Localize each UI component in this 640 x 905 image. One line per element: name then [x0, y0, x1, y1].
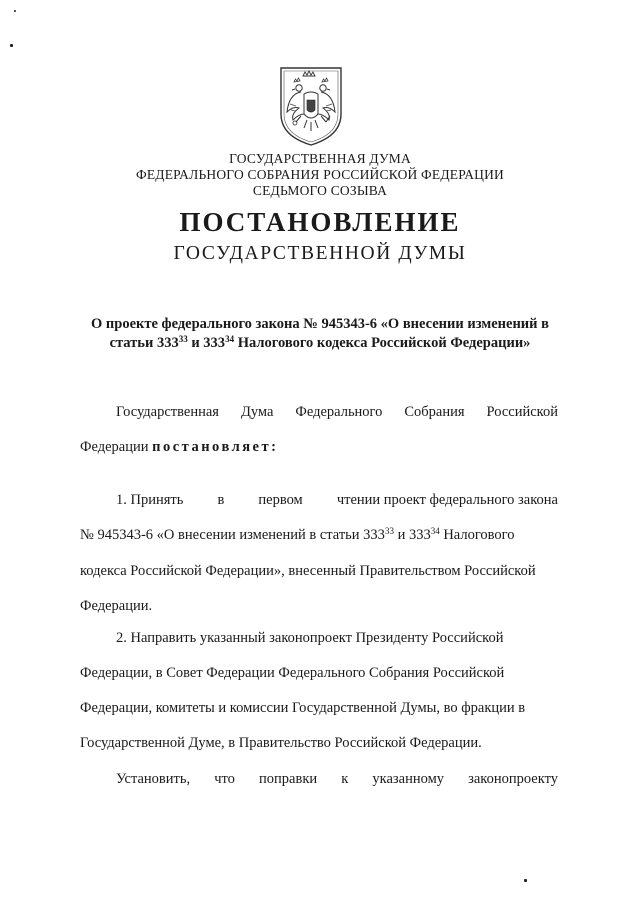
paragraph-1-line-4: Федерации. [80, 598, 153, 614]
paragraph-2-line-4: Государственной Думе, в Правительство Российской Федерации. [80, 735, 482, 751]
intro-line-1 [116, 402, 558, 422]
intro-word: Собрания [404, 404, 465, 420]
document-subtitle: ГОСУДАРСТВЕННОЙ ДУМЫ [173, 243, 467, 264]
scan-speck [10, 44, 13, 47]
p3-word: Установить, [116, 771, 191, 787]
scan-speck [524, 879, 527, 882]
p1-word: 1. Принять [116, 492, 184, 508]
p1-word: чтении проект федерального закона [336, 492, 558, 508]
p3-word: законопроекту [468, 771, 558, 787]
paragraph-2-line-3: Федерации, комитеты и комиссии Государственной Думы, во фракции в [80, 700, 526, 716]
intro-word: Российской [486, 404, 558, 420]
org-line-state-duma: ГОСУДАРСТВЕННАЯ ДУМА [229, 151, 411, 166]
resolves-keyword: постановляет: [152, 439, 279, 455]
p1-word: в [217, 492, 225, 508]
paragraph-2-line-2: Федерации, в Совет Федерации Федерального Собрания Российской [80, 665, 505, 681]
subject-line-2: статьи $333^{33}$ и $333^{34}$ Налогового кодекса Российской Федерации» [109, 334, 531, 351]
paragraph-1-line-2: № 945343-6 «О внесении изменений в статьи $333^{33}$ и $333^{34}$ Налогового [80, 526, 515, 543]
p3-word: что [214, 771, 235, 787]
p3-word: поправки [259, 771, 318, 787]
intro-word: Федерального [295, 404, 383, 420]
intro-word: Государственная [116, 404, 219, 420]
paragraph-2-line-1: 2. Направить указанный законопроект Президенту Российской [116, 630, 504, 646]
org-line-federal-assembly: ФЕДЕРАЛЬНОГО СОБРАНИЯ РОССИЙСКОЙ ФЕДЕРАЦИИ [136, 167, 504, 182]
subject-line-1: О проекте федерального закона № 945343-6 «О внесении изменений в [91, 316, 549, 332]
scan-speck [14, 10, 16, 12]
org-line-convocation: СЕДЬМОГО СОЗЫВА [252, 183, 388, 198]
document-title: ПОСТАНОВЛЕНИЕ [179, 207, 461, 237]
p1-word: первом [258, 492, 303, 508]
p3-word: к [341, 771, 349, 787]
paragraph-1-line-1 [116, 490, 558, 510]
p3-word: указанному [372, 771, 444, 787]
intro-word: Дума [240, 404, 274, 420]
russian-coat-of-arms-emblem [277, 64, 345, 148]
intro-line-2: Федерации постановляет: [80, 439, 279, 455]
paragraph-1-line-3: кодекса Российской Федерации», внесенный Правительством Российской [80, 563, 536, 579]
paragraph-3-line-1 [116, 769, 558, 789]
